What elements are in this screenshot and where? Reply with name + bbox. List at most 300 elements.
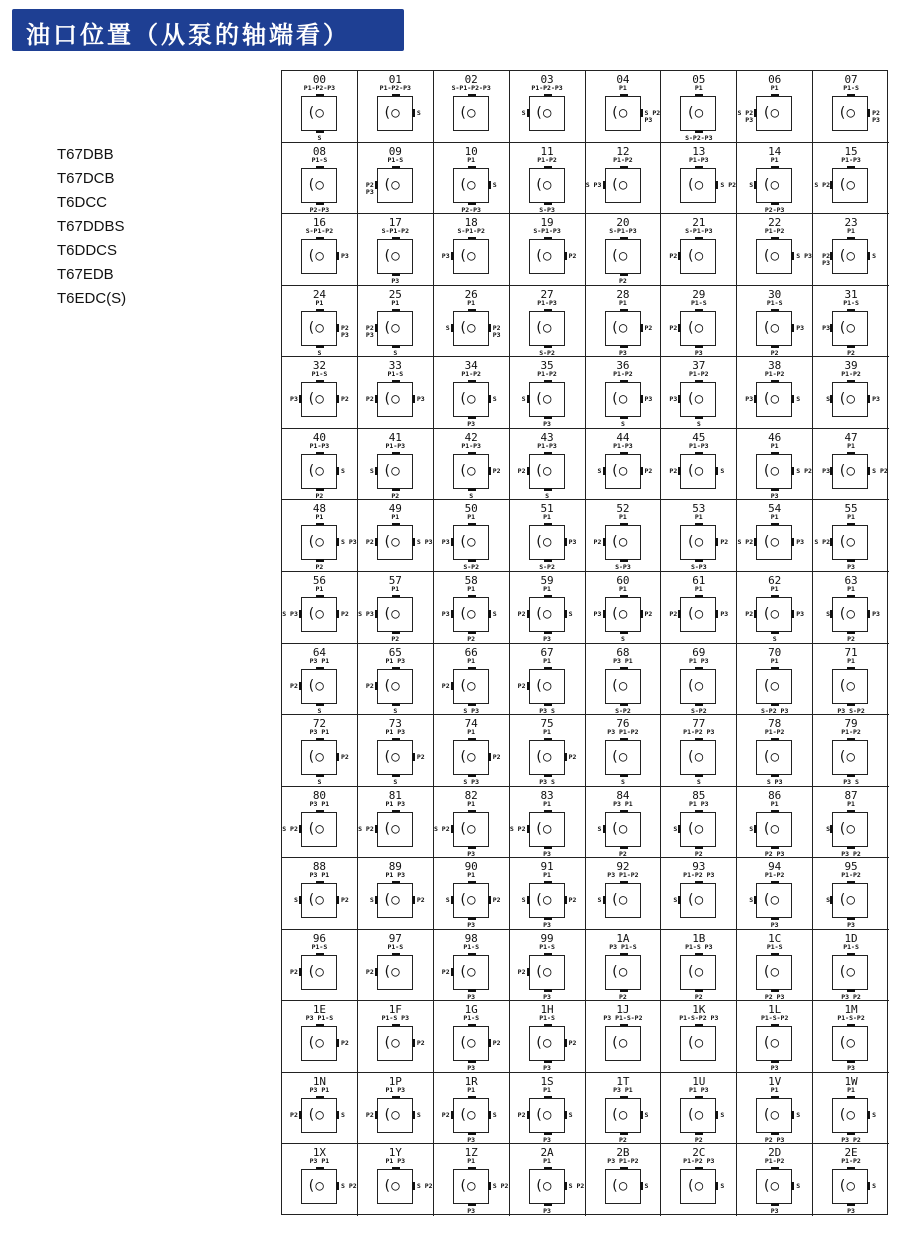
pump-body	[756, 883, 792, 918]
port-cell	[813, 715, 889, 787]
cell-code: 35	[540, 359, 554, 373]
cell-code: 1P	[388, 1074, 402, 1088]
pump-body	[832, 96, 868, 131]
bottom-port-label: P3 P2	[841, 1135, 861, 1144]
top-port-label: P3 P1	[613, 799, 633, 808]
top-port-label: P1	[543, 799, 551, 808]
port-marker-bottom	[544, 1132, 552, 1135]
top-port-label: P1-S	[311, 155, 328, 164]
right-port-label: S	[416, 109, 421, 117]
cell-code: 48	[312, 502, 327, 516]
port-marker-right	[336, 610, 339, 618]
top-port-label: P1	[847, 799, 855, 808]
pump-body	[377, 597, 413, 632]
bottom-port-label: P3 S	[539, 778, 555, 787]
pump-body	[832, 239, 868, 274]
cell-code: 95	[844, 860, 858, 874]
shaft-symbol: (○	[534, 391, 552, 408]
pump-body	[301, 96, 337, 131]
pump-body	[756, 740, 792, 775]
right-port-label: P2	[341, 1039, 349, 1048]
right-port-label: S	[720, 466, 725, 475]
cell-code: 1H	[540, 1003, 554, 1017]
cell-code: 11	[540, 144, 554, 158]
top-port-label: P1-P2-P3	[303, 84, 336, 92]
top-port-label: P1-P2	[841, 370, 861, 379]
port-marker-right	[715, 538, 718, 546]
cell-code: 67	[540, 645, 554, 659]
pump-body	[756, 239, 792, 274]
left-port-label: S	[597, 896, 602, 905]
right-port-label: S	[872, 1110, 877, 1119]
shaft-symbol: (○	[838, 176, 855, 193]
cell-code: 1S	[540, 1074, 554, 1088]
port-cell	[586, 143, 662, 215]
port-marker-right	[640, 1111, 643, 1119]
shaft-symbol: (○	[534, 605, 552, 622]
top-port-label: P1	[467, 1085, 476, 1094]
port-marker-left	[603, 610, 606, 618]
shaft-symbol: (○	[686, 749, 704, 766]
model-list	[57, 143, 126, 311]
right-port-label: S	[644, 1182, 649, 1191]
cell-code: 07	[844, 73, 858, 86]
port-cell	[813, 429, 889, 501]
pump-body	[605, 1098, 641, 1133]
port-cell	[510, 858, 586, 930]
cell-code: 2E	[844, 1146, 858, 1160]
port-marker-left	[451, 896, 454, 904]
cell-code: 44	[616, 430, 630, 444]
cell-code: 84	[616, 788, 630, 802]
port-marker-right	[791, 538, 794, 546]
port-cell	[586, 500, 662, 572]
bottom-port-label: S-P3	[690, 563, 707, 572]
pump-body	[453, 597, 489, 632]
right-port-label: S P2	[796, 466, 812, 475]
cell-code: 26	[464, 287, 478, 301]
right-port-label: P3	[796, 538, 805, 547]
bottom-port-label: S	[317, 706, 322, 715]
port-cell	[586, 644, 662, 716]
bottom-port-label: P3	[391, 277, 400, 286]
top-port-label: P1	[770, 799, 779, 808]
shaft-symbol: (○	[307, 391, 324, 408]
top-port-label: P1-P2	[764, 871, 785, 880]
port-marker-bottom	[771, 202, 779, 205]
bottom-port-label: P2-P3	[461, 205, 481, 214]
top-port-label: P1	[847, 227, 855, 236]
shaft-symbol: (○	[762, 105, 780, 121]
left-port-label: S P2	[814, 538, 830, 547]
port-marker-right	[564, 896, 567, 904]
port-marker-left	[299, 610, 302, 618]
bottom-port-label: P3	[770, 1207, 779, 1216]
shaft-symbol: (○	[762, 820, 780, 837]
pump-body	[301, 311, 337, 346]
port-marker-bottom	[847, 703, 855, 706]
port-marker-right	[791, 1111, 794, 1119]
shaft-symbol: (○	[838, 391, 855, 408]
model-item: T6DDCS	[57, 242, 118, 259]
shaft-symbol: (○	[610, 1178, 628, 1195]
left-port-label: S	[369, 466, 374, 475]
left-port-label: P2	[669, 466, 678, 475]
port-cell	[358, 71, 434, 143]
top-port-label: P1	[467, 1157, 476, 1166]
bottom-port-label: P2	[694, 1135, 703, 1144]
bottom-port-label: S-P2	[539, 348, 555, 357]
bottom-port-label: P2	[694, 992, 703, 1001]
top-port-label: S-P1-P2	[457, 227, 485, 236]
port-cell	[586, 1001, 662, 1073]
port-marker-bottom	[771, 1060, 779, 1063]
port-marker-bottom	[847, 1132, 855, 1135]
port-marker-right	[715, 181, 718, 189]
right-port-label: S	[492, 609, 497, 618]
top-port-label: P1 P3	[385, 728, 406, 737]
port-marker-bottom	[620, 846, 628, 849]
port-cell	[282, 429, 358, 501]
top-port-label: P1	[315, 298, 324, 307]
port-marker-bottom	[316, 130, 324, 133]
port-marker-right	[640, 467, 643, 475]
bottom-port-label: P3	[543, 1135, 551, 1144]
port-marker-left	[375, 610, 378, 618]
pump-body	[832, 168, 868, 203]
right-port-label: S	[720, 1110, 725, 1119]
port-cell	[510, 787, 586, 859]
bottom-port-label: S-P3	[539, 205, 555, 214]
pump-body	[756, 955, 792, 990]
port-marker-bottom	[695, 345, 703, 348]
port-marker-left	[830, 825, 833, 833]
model-item: T67DDBS	[57, 218, 125, 235]
shaft-symbol: (○	[610, 963, 628, 980]
shaft-symbol: (○	[307, 1178, 324, 1195]
top-port-label: P1 P3	[385, 1157, 406, 1166]
right-port-label: P2 P3	[872, 109, 880, 124]
shaft-symbol: (○	[610, 462, 628, 479]
port-marker-bottom	[544, 631, 552, 634]
pump-body	[529, 1169, 565, 1204]
pump-body	[529, 454, 565, 489]
pump-body	[453, 1026, 489, 1061]
shaft-symbol: (○	[382, 749, 400, 766]
bottom-port-label: P3	[467, 849, 476, 858]
right-port-label: S	[416, 1110, 421, 1119]
port-marker-left	[527, 682, 530, 690]
top-port-label: P1	[467, 871, 476, 880]
shaft-symbol: (○	[686, 105, 704, 121]
pump-body	[605, 812, 641, 847]
cell-code: 72	[312, 717, 327, 731]
port-marker-bottom	[695, 846, 703, 849]
pump-body	[301, 1026, 337, 1061]
port-marker-left	[299, 896, 302, 904]
pump-body	[377, 454, 413, 489]
top-port-label: P1 P3	[385, 656, 406, 665]
left-port-label: P2	[517, 609, 526, 618]
port-cell	[586, 715, 662, 787]
left-port-label: P2 P3	[365, 323, 374, 339]
port-marker-bottom	[771, 631, 779, 634]
port-marker-bottom	[847, 989, 855, 992]
pump-body	[453, 454, 489, 489]
shaft-symbol: (○	[307, 319, 324, 336]
cell-code: 03	[540, 73, 554, 86]
cell-code: 41	[388, 430, 402, 444]
shaft-symbol: (○	[307, 534, 324, 551]
port-marker-right	[488, 896, 491, 904]
port-marker-left	[375, 968, 378, 976]
left-port-label: S	[826, 896, 830, 905]
right-port-label: S P3	[416, 538, 433, 547]
cell-code: 30	[768, 287, 782, 301]
pump-body	[756, 96, 792, 131]
port-cell	[358, 214, 434, 286]
right-port-label: S	[492, 1110, 497, 1119]
pump-body	[756, 454, 792, 489]
port-marker-bottom	[695, 703, 703, 706]
bottom-port-label: S-P3	[615, 563, 631, 572]
left-port-label: P2	[441, 967, 450, 976]
pump-body	[529, 597, 565, 632]
right-port-label: P3	[341, 252, 349, 261]
right-port-label: P2	[568, 1039, 577, 1048]
pump-body	[680, 168, 716, 203]
cell-code: 25	[388, 287, 402, 301]
shaft-symbol: (○	[838, 605, 855, 622]
port-marker-bottom	[695, 416, 703, 419]
port-cell	[282, 930, 358, 1002]
left-port-label: S	[521, 896, 526, 905]
port-marker-bottom	[771, 989, 779, 992]
port-cell	[434, 500, 510, 572]
port-marker-left	[830, 896, 833, 904]
cell-code: 55	[844, 502, 858, 516]
pump-body	[756, 597, 792, 632]
port-marker-bottom	[695, 1132, 703, 1135]
port-marker-bottom	[620, 1132, 628, 1135]
shaft-symbol: (○	[458, 605, 476, 622]
cell-code: 1M	[844, 1003, 858, 1017]
port-marker-right	[336, 395, 339, 403]
port-cell	[737, 214, 813, 286]
cell-code: 33	[388, 359, 402, 373]
port-cell	[661, 429, 737, 501]
model-item: T67DCB	[57, 170, 115, 187]
port-marker-right	[564, 1182, 567, 1190]
pump-body	[453, 669, 489, 704]
top-port-label: S-P1-P2-P3	[451, 84, 491, 92]
pump-body	[832, 883, 868, 918]
shaft-symbol: (○	[534, 892, 552, 909]
top-port-label: P1	[847, 1085, 855, 1094]
cell-code: 89	[388, 860, 402, 874]
top-port-label: S-P1-P3	[609, 227, 637, 236]
port-cell	[813, 500, 889, 572]
port-cell	[813, 143, 889, 215]
pump-body	[756, 311, 792, 346]
cell-code: 73	[388, 717, 402, 731]
top-port-label: P3 P1	[309, 656, 330, 665]
top-port-label: P1-P2 P3	[683, 1157, 715, 1166]
pump-body	[529, 955, 565, 990]
top-port-label: P1	[543, 513, 551, 522]
pump-body	[680, 239, 716, 274]
right-port-label: P2	[341, 395, 349, 404]
shaft-symbol: (○	[838, 462, 855, 479]
cell-code: 79	[844, 717, 858, 731]
port-marker-bottom	[316, 202, 324, 205]
port-marker-right	[791, 395, 794, 403]
model-item: T6EDC(S)	[57, 290, 127, 307]
top-port-label: P3 P1	[613, 656, 633, 665]
bottom-port-label: P3	[847, 1064, 855, 1073]
top-port-label: P1	[391, 513, 400, 522]
top-port-label: P1-P2	[537, 370, 557, 379]
cell-code: 76	[616, 717, 630, 731]
port-cell	[282, 357, 358, 429]
shaft-symbol: (○	[838, 892, 855, 909]
port-marker-bottom	[468, 917, 476, 920]
pump-body	[756, 1026, 792, 1061]
shaft-symbol: (○	[838, 1106, 855, 1123]
left-port-label: S	[749, 824, 754, 833]
port-cell	[737, 1144, 813, 1216]
right-port-label: P3	[720, 609, 729, 618]
port-marker-right	[791, 610, 794, 618]
pump-body	[377, 239, 413, 274]
top-port-label: P1-P3	[309, 441, 330, 450]
model-item: T67DBB	[57, 146, 114, 163]
shaft-symbol: (○	[458, 105, 476, 121]
pump-body	[605, 454, 641, 489]
top-port-label: P3 P1	[309, 871, 330, 880]
port-cell	[434, 1073, 510, 1145]
pump-body	[605, 955, 641, 990]
pump-body	[680, 1169, 716, 1204]
port-marker-bottom	[620, 989, 628, 992]
right-port-label: S P2 P3	[644, 109, 661, 124]
shaft-symbol: (○	[458, 963, 476, 980]
top-port-label: P1 P3	[689, 656, 709, 665]
model-item: T67EDB	[57, 266, 114, 283]
port-cell	[510, 1073, 586, 1145]
cell-code: 05	[692, 73, 706, 86]
pump-body	[756, 812, 792, 847]
shaft-symbol: (○	[762, 534, 780, 551]
left-port-label: P2	[517, 681, 526, 690]
pump-body	[529, 239, 565, 274]
shaft-symbol: (○	[307, 1106, 324, 1123]
port-marker-right	[640, 395, 643, 403]
bottom-port-label: S	[317, 778, 322, 787]
pump-body	[529, 168, 565, 203]
port-cell	[282, 858, 358, 930]
pump-body	[680, 597, 716, 632]
port-marker-right	[336, 467, 339, 475]
shaft-symbol: (○	[838, 677, 855, 694]
top-port-label: P3 P1-P2	[607, 1157, 639, 1166]
top-port-label: P1	[467, 513, 476, 522]
bottom-port-label: S	[545, 491, 550, 500]
bottom-port-label: P2	[619, 992, 627, 1001]
right-port-label: S P2	[568, 1182, 585, 1191]
port-cell	[510, 572, 586, 644]
port-marker-bottom	[771, 703, 779, 706]
port-cell	[661, 286, 737, 358]
port-marker-bottom	[847, 345, 855, 348]
top-port-label: P1	[543, 584, 551, 593]
port-marker-right	[791, 324, 794, 332]
left-port-label: P2	[365, 967, 374, 976]
shaft-symbol: (○	[686, 176, 704, 193]
cell-code: 64	[312, 645, 327, 659]
left-port-label: P3	[441, 538, 450, 547]
port-marker-left	[603, 181, 606, 189]
top-port-label: P1	[847, 584, 855, 593]
cell-code: 19	[540, 216, 554, 230]
cell-code: 2C	[692, 1146, 706, 1160]
port-marker-left	[451, 538, 454, 546]
port-cell	[813, 1001, 889, 1073]
left-port-label: S P2	[814, 180, 830, 189]
bottom-port-label: P2	[770, 348, 779, 357]
shaft-symbol: (○	[382, 391, 400, 408]
shaft-symbol: (○	[838, 534, 855, 551]
port-marker-bottom	[468, 559, 476, 562]
shaft-symbol: (○	[534, 820, 552, 837]
port-marker-left	[299, 968, 302, 976]
port-marker-left	[754, 610, 757, 618]
pump-body	[377, 311, 413, 346]
right-port-label: P2 P3	[341, 323, 349, 339]
port-marker-left	[375, 395, 378, 403]
right-port-label: P2	[492, 466, 501, 475]
port-marker-bottom	[771, 345, 779, 348]
top-port-label: P1 P3	[385, 1085, 406, 1094]
bottom-port-label: S-P2	[539, 563, 555, 572]
cell-code: 1Z	[464, 1146, 478, 1160]
cell-code: 1W	[844, 1074, 858, 1088]
port-marker-bottom	[468, 488, 476, 491]
top-port-label: P1-S-P2 P3	[679, 1014, 719, 1023]
cell-code: 85	[692, 788, 706, 802]
port-cell	[510, 715, 586, 787]
port-cell	[434, 357, 510, 429]
shaft-symbol: (○	[610, 820, 628, 837]
cell-code: 99	[540, 931, 554, 945]
cell-code: 12	[616, 144, 630, 158]
port-cell	[737, 429, 813, 501]
pump-body	[756, 525, 792, 560]
port-marker-right	[336, 252, 339, 260]
top-port-label: P1-S	[387, 370, 404, 379]
bottom-port-label: S	[317, 348, 322, 357]
shaft-symbol: (○	[610, 605, 628, 622]
pump-body	[377, 955, 413, 990]
top-port-label: P1-S	[539, 942, 555, 951]
cell-code: 24	[312, 287, 327, 301]
port-marker-bottom	[620, 345, 628, 348]
left-port-label: S	[826, 395, 830, 404]
cell-code: 86	[768, 788, 782, 802]
cell-code: 43	[540, 430, 554, 444]
pump-body	[453, 1098, 489, 1133]
shaft-symbol: (○	[382, 892, 400, 909]
